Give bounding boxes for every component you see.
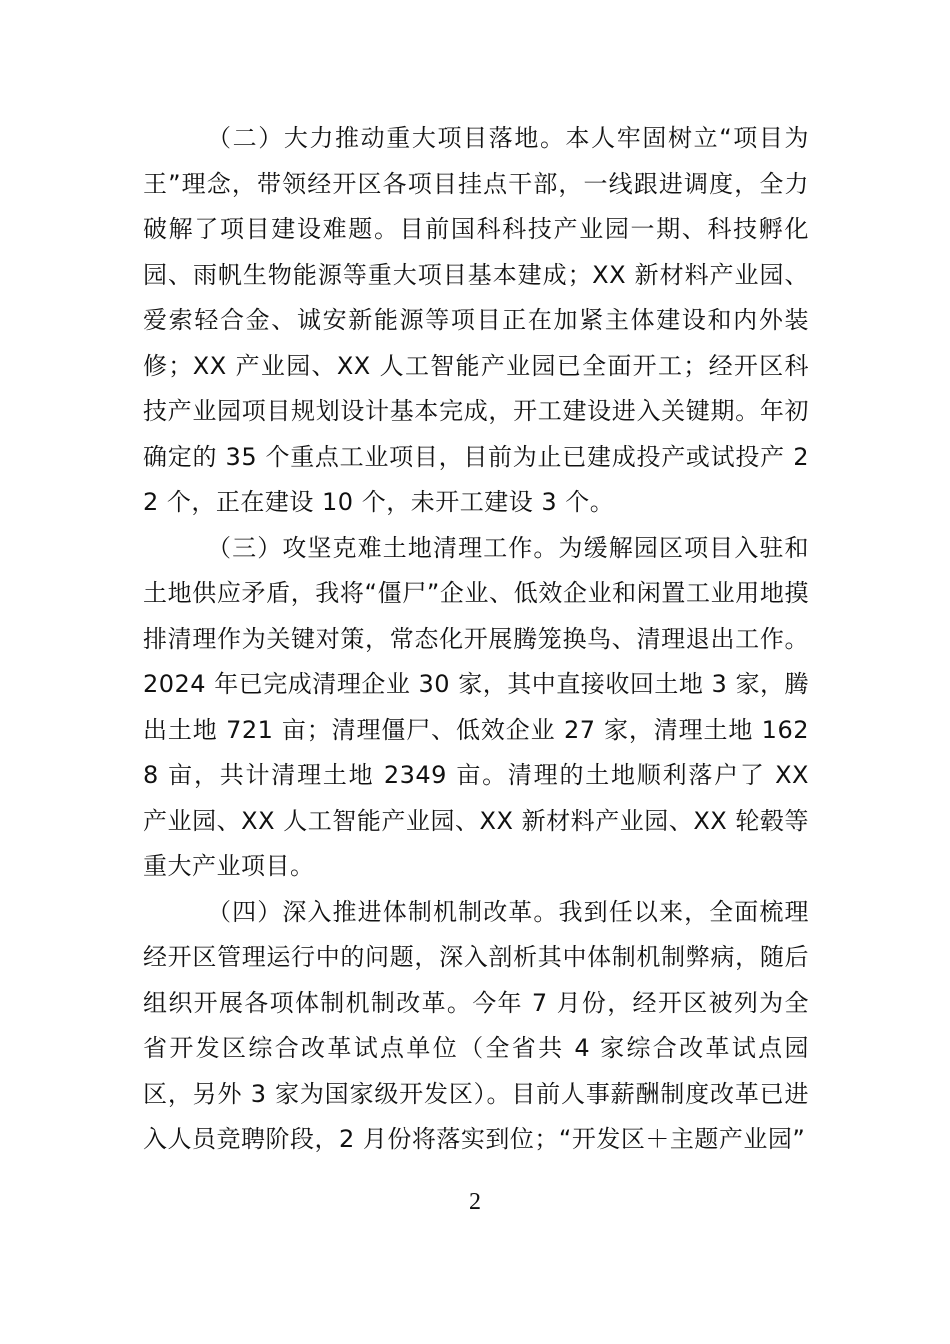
paragraph-major-projects: （二）大力推动重大项目落地。本人牢固树立“项目为王”理念，带领经开区各项目挂点干部，一线跟进调度，全力破解了项目建设难题。目前国科科技产业园一期、科技孵化园、雨帆生物能源等重大项目基本建成；XX 新材料产业园、爱索轻合金、诚安新能源等项目正在加紧主体建设和内外装修；XX 产业园、XX 人工智能产业园已全面开工；经开区科技产业园项目规划设计基本完成，开工建设进入关键期。年初确定的 35 个重点工业项目，目前为止已建成投产或试投产 22 个，正在建设 10 个，未开工建设 3 个。 bbox=[143, 124, 809, 516]
paragraph-land-clearance: （三）攻坚克难土地清理工作。为缓解园区项目入驻和土地供应矛盾，我将“僵尸”企业、低效企业和闲置工业用地摸排清理作为关键对策，常态化开展腾笼换鸟、清理退出工作。2024 年已完成清理企业 30 家，其中直接收回土地 3 家，腾出土地 721 亩；清理僵尸、低效企业 27 家，清理土地 1628 亩，共计清理土地 2349 亩。清理的土地顺利落户了 XX 产业园、XX 人工智能产业园、XX 新材料产业园、XX 轮毂等重大产业项目。 bbox=[143, 533, 809, 880]
document-body bbox=[143, 116, 809, 1163]
paragraph-institutional-reform: （四）深入推进体制机制改革。我到任以来，全面梳理经开区管理运行中的问题，深入剖析其中体制机制弊病，随后组织开展各项体制机制改革。今年 7 月份，经开区被列为全省开发区综合改革试点单位（全省共 4 家综合改革试点园区，另外 3 家为国家级开发区）。目前人事薪酬制度改革已进入人员竞聘阶段，2 月份将落实到位；“开发区＋主题产业园” bbox=[143, 897, 809, 1153]
page-number: 2 bbox=[469, 1189, 481, 1215]
